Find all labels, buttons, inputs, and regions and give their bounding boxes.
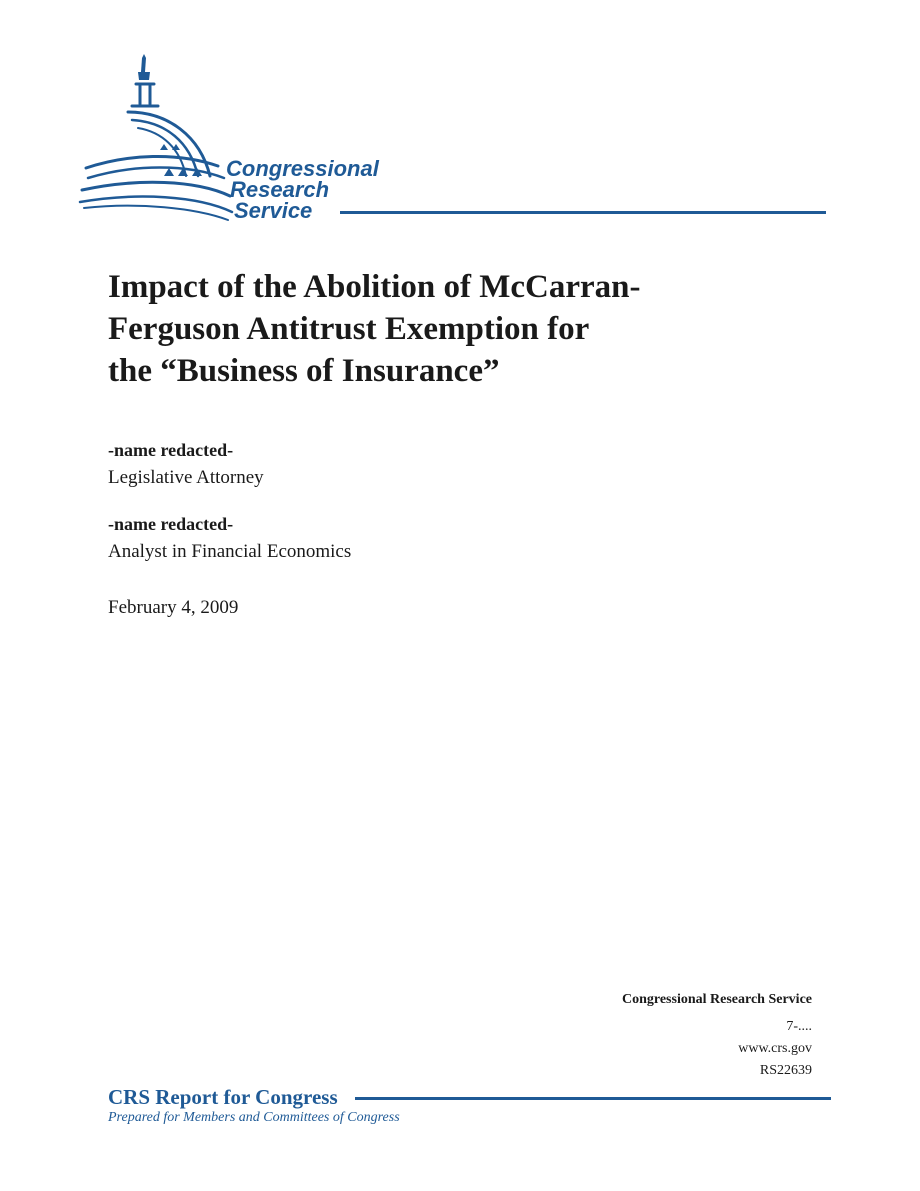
- publisher-code: 7-....: [786, 1019, 812, 1034]
- publisher-website: www.crs.gov: [738, 1041, 812, 1056]
- crs-logo: [78, 50, 838, 230]
- footer-title: CRS Report for Congress: [108, 1085, 338, 1109]
- author-role: Analyst in Financial Economics: [108, 541, 352, 562]
- capitol-dome-icon: [78, 50, 258, 230]
- publisher-block: [622, 990, 812, 1082]
- footer-rule: [355, 1097, 831, 1100]
- logo-word-congressional: Congressional: [226, 156, 379, 181]
- author-name: -name redacted-: [108, 440, 234, 460]
- publisher-name: Congressional Research Service: [621, 992, 812, 1007]
- publication-date: February 4, 2009: [108, 597, 239, 618]
- document-title: [108, 266, 748, 392]
- footer-subtitle: Prepared for Members and Committees of Congress: [108, 1110, 400, 1125]
- logo-word-research: Research: [230, 177, 330, 202]
- title-line: Impact of the Abolition of McCarran-: [108, 269, 641, 305]
- author-role: Legislative Attorney: [108, 467, 264, 488]
- logo-word-service: Service: [234, 198, 313, 223]
- logo-rule: [340, 211, 826, 214]
- author-name: -name redacted-: [108, 514, 234, 534]
- report-number: RS22639: [759, 1063, 812, 1078]
- title-line: the “Business of Insurance”: [108, 353, 500, 389]
- title-line: Ferguson Antitrust Exemption for: [108, 311, 590, 347]
